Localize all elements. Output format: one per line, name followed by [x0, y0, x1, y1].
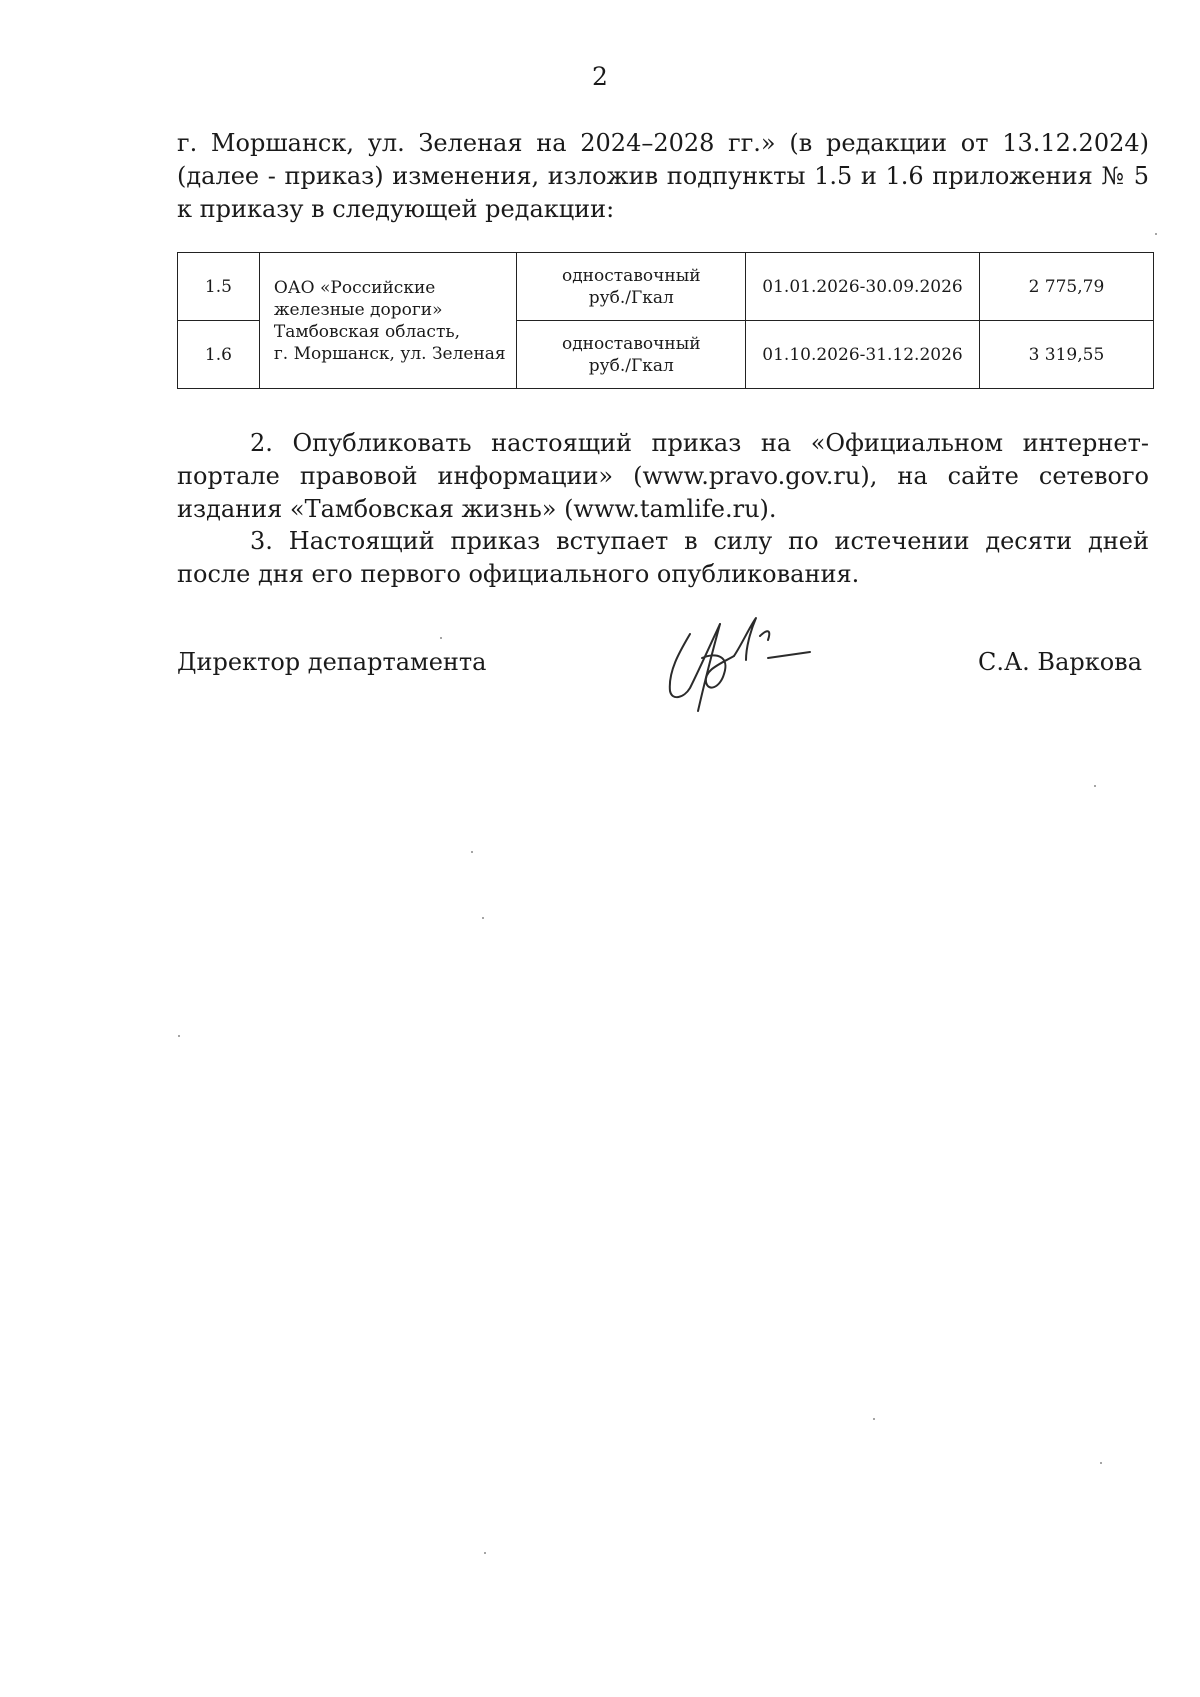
page-number: 2 — [592, 62, 608, 91]
handwritten-signature — [650, 596, 830, 716]
price-cell: 3 319,55 — [979, 321, 1153, 389]
period-cell: 01.10.2026-31.12.2026 — [746, 321, 980, 389]
table-row — [178, 253, 1154, 321]
row-number: 1.6 — [178, 321, 260, 389]
tariff-table — [177, 252, 1154, 389]
period-cell: 01.01.2026-30.09.2026 — [746, 253, 980, 321]
price-cell: 2 775,79 — [979, 253, 1153, 321]
organization-line: г. Моршанск, ул. Зеленая — [273, 343, 506, 364]
intro-paragraph: г. Моршанск, ул. Зеленая на 2024–2028 гг.» (в редакции от 13.12.2024) (далее - приказ) изменения, изложив подпункты 1.5 и 1.6 приложения № 5 к приказу в следующей редакции: — [177, 129, 1149, 223]
signatory-title: Директор департамента — [177, 648, 487, 676]
paragraph-publication: 2. Опубликовать настоящий приказ на «Официальном интернет-портале правовой информации» (www.pravo.gov.ru), на сайте сетевого издания «Тамбовская жизнь» (www.tamlife.ru). — [177, 429, 1149, 523]
tariff-unit: руб./Гкал — [588, 287, 674, 308]
organization-cell — [259, 253, 516, 389]
tariff-type: одноставочный — [561, 333, 701, 354]
row-number: 1.5 — [178, 253, 260, 321]
organization-line: ОАО «Российские — [273, 277, 436, 298]
organization-line: железные дороги» — [273, 299, 443, 320]
signatory-name: С.А. Варкова — [978, 648, 1143, 676]
paragraph-effective-date: 3. Настоящий приказ вступает в силу по истечении десяти дней после дня его первого официального опубликования. — [177, 527, 1149, 588]
tariff-type-cell — [517, 253, 746, 321]
organization-line: Тамбовская область, — [273, 321, 461, 342]
tariff-type-cell — [517, 321, 746, 389]
tariff-type: одноставочный — [561, 265, 701, 286]
tariff-unit: руб./Гкал — [588, 355, 674, 376]
